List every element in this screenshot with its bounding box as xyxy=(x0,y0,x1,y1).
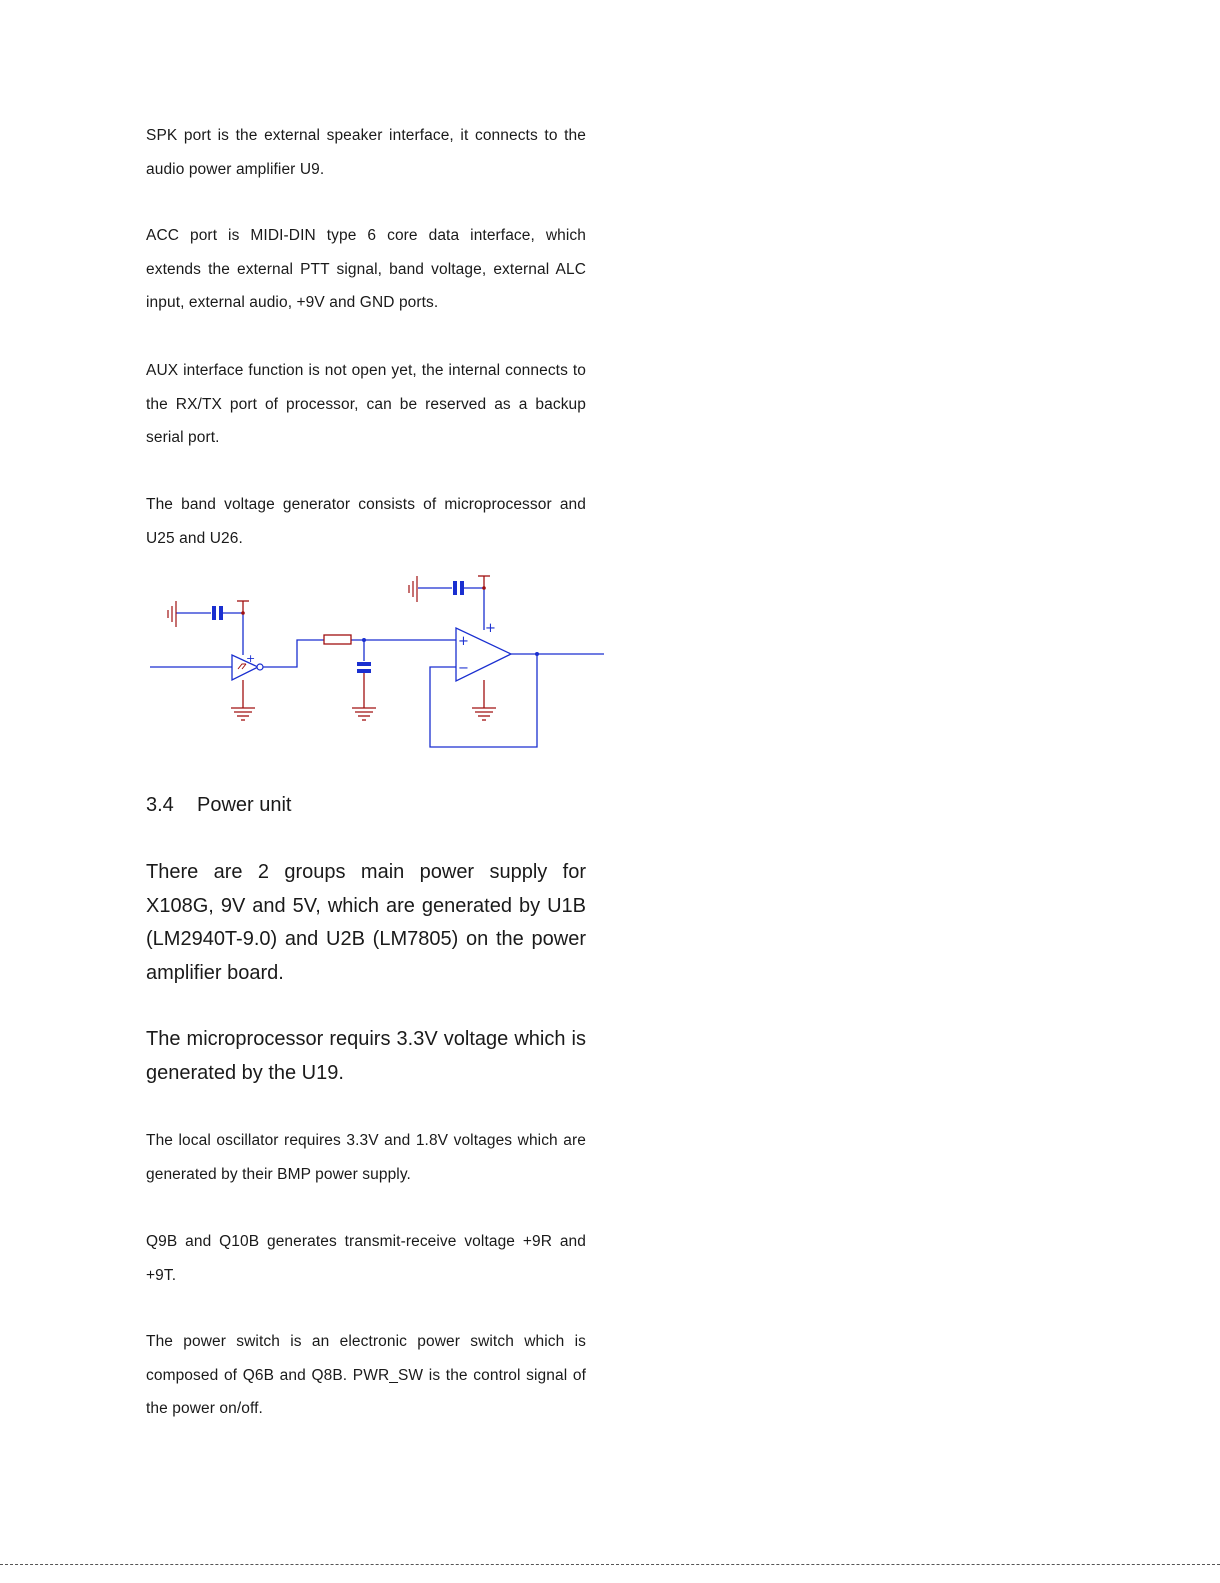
paragraph-transmit-receive-voltage: Q9B and Q10B generates transmit-receive voltage +9R and +9T. xyxy=(146,1233,586,1284)
section-number: 3.4 xyxy=(146,794,174,816)
paragraph-power-switch: The power switch is an electronic power switch which is composed of Q6B and Q8B. PWR_SW is the control signal of the power on/off. xyxy=(146,1333,586,1417)
band-voltage-schematic xyxy=(146,568,606,753)
section-heading xyxy=(146,790,292,820)
paragraph-microprocessor-voltage: The microprocessor requirs 3.3V voltage which is generated by the U19. xyxy=(146,1028,586,1084)
supply-rail-icon xyxy=(237,576,490,613)
paragraph-aux-interface: AUX interface function is not open yet, the internal connects to the RX/TX port of processor, can be reserved as a backup serial port. xyxy=(146,362,586,446)
paragraph-local-oscillator: The local oscillator requires 3.3V and 1.8V voltages which are generated by their BMP power supply. xyxy=(146,1132,586,1183)
paragraph-main-power-supply: There are 2 groups main power supply for X108G, 9V and 5V, which are generated by U1B (LM2940T-9.0) and U2B (LM7805) on the power amplifier board. xyxy=(146,861,586,984)
schematic-wires xyxy=(150,588,604,747)
svg-text:+: + xyxy=(246,652,256,665)
paragraph-band-voltage: The band voltage generator consists of microprocessor and U25 and U26. xyxy=(146,496,586,547)
chassis-ground-icon xyxy=(168,576,417,627)
svg-text:+: + xyxy=(485,621,496,636)
svg-text:−: − xyxy=(458,661,469,676)
paragraph-acc-port: ACC port is MIDI-DIN type 6 core data interface, which extends the external PTT signal, band voltage, external ALC input, external audio, +9V and GND ports. xyxy=(146,227,586,311)
buffer-icon xyxy=(232,652,263,680)
resistor-icon xyxy=(324,635,351,644)
section-title: Power unit xyxy=(197,794,292,816)
page-bottom-border xyxy=(0,1564,1220,1565)
paragraph-spk-port: SPK port is the external speaker interface, it connects to the audio power amplifier U9. xyxy=(146,127,586,178)
junction-dots xyxy=(362,638,539,656)
svg-text:+: + xyxy=(458,634,469,649)
